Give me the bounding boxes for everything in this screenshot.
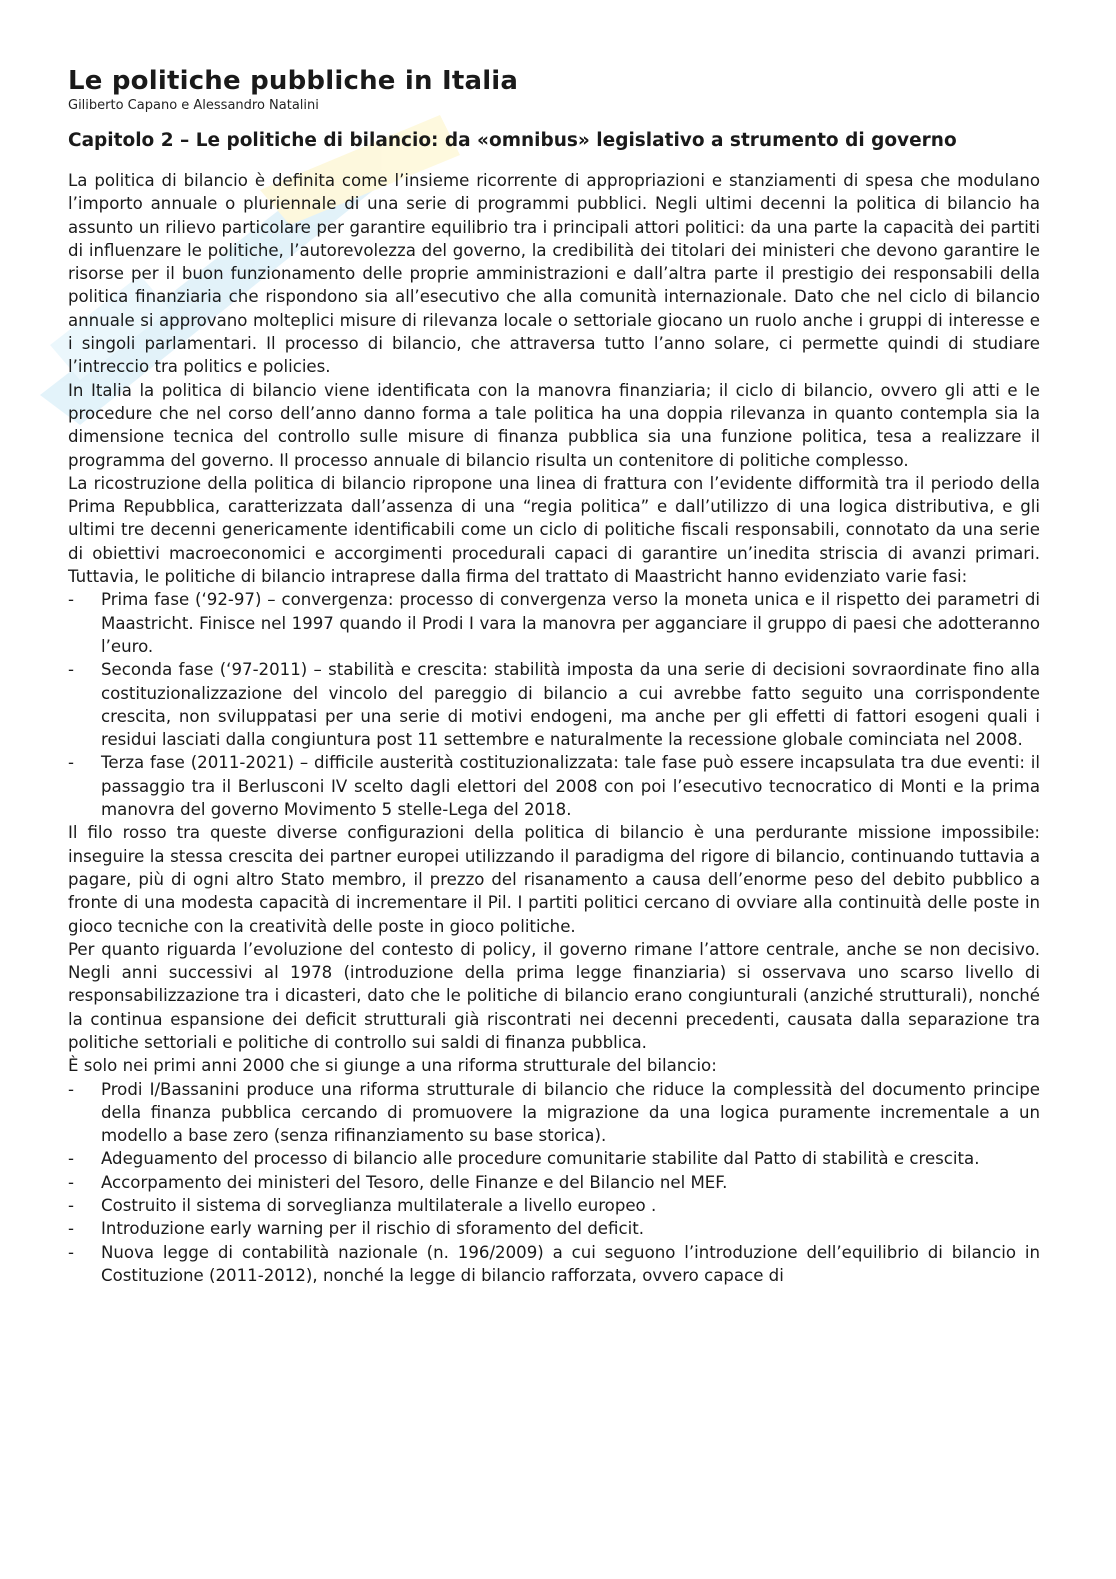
list-item (68, 1194, 1040, 1217)
list-item (68, 658, 1040, 751)
document-page (68, 64, 1040, 1287)
list-item-text: Adeguamento del processo di bilancio alle procedure comunitarie stabilite dal Patto di stabilità e crescita. (101, 1149, 980, 1169)
list-item-text: Introduzione early warning per il rischio di sforamento del deficit. (101, 1219, 644, 1239)
paragraph-contesto: Per quanto riguarda l’evoluzione del contesto di policy, il governo rimane l’attore centrale, anche se non decisivo. Negli anni successivi al 1978 (introduzione della prima legge finanziaria) si osservava uno scarso livello di responsabilizzazione tra i dicasteri, dato che le politiche di bilancio erano congiunturali (anziché strutturali), nonché la continua espansione dei deficit strutturali già riscontrati nei decenni precedenti, causata dalla separazione tra politiche settoriali e politiche di controllo sui saldi di finanza pubblica. (68, 939, 1040, 1052)
chapter-title: Capitolo 2 – Le politiche di bilancio: da «omnibus» legislativo a strumento di governo (68, 130, 957, 151)
paragraph-filo-rosso: Il filo rosso tra queste diverse configurazioni della politica di bilancio è una perdurante missione impossibile: inseguire la stessa crescita dei partner europei utilizzando il paradigma del rigore di bilancio, continuando tuttavia a pagare, più di ogni altro Stato membro, il prezzo del risanamento a causa dell’enorme peso del debito pubblico a fronte di una modesta capacità di incrementare il Pil. I partiti politici cercano di ovviare alla continuità delle poste in gioco tecniche con la creatività delle poste in gioco politiche. (68, 823, 1040, 936)
reforms-list (68, 1078, 1040, 1288)
bullet-dash: - (68, 1172, 74, 1192)
list-item-text: Costruito il sistema di sorveglianza multilaterale a livello europeo . (101, 1196, 657, 1216)
list-item-text: Nuova legge di contabilità nazionale (n. 196/2009) a cui seguono l’introduzione dell’equilibrio di bilancio in Costituzione (2011-2012), nonché la legge di bilancio rafforzata, ovvero capace di (101, 1242, 1040, 1285)
bullet-dash: - (68, 1079, 74, 1099)
paragraph-manovra: In Italia la politica di bilancio viene identificata con la manovra finanziaria; il ciclo di bilancio, ovvero gli atti e le procedure che nel corso dell’anno danno forma a tale politica ha una doppia rilevanza in quanto contempla sia la dimensione tecnica del controllo sulle misure di finanza pubblica sia una funzione politica, tesa a realizzare il programma del governo. Il processo annuale di bilancio risulta un contenitore di politiche complesso. (68, 380, 1040, 470)
chapter-body (68, 169, 1040, 1287)
paragraph-definition: La politica di bilancio è definita come l’insieme ricorrente di appropriazioni e stanziamenti di spesa che modulano l’importo annuale o pluriennale di una serie di programmi pubblici. Negli ultimi decenni la politica di bilancio ha assunto un rilievo particolare per garantire equilibrio tra i principali attori politici: da una parte la capacità dei partiti di influenzare le politiche, l’autorevolezza del governo, la credibilità dei titolari dei ministeri che devono garantire le risorse per il buon funzionamento delle proprie amministrazioni e dall’altra parte il prestigio dei responsabili della politica finanziaria che rispondono sia all’esecutivo che alla comunità internazionale. Dato che nel ciclo di bilancio annuale si approvano molteplici misure di rilevanza locale o settoriale giocano un ruolo anche i gruppi di interesse e i singoli parlamentari. Il processo di bilancio, che attraversa tutto l’anno solare, ci permette quindi di studiare l’intreccio tra politics e policies. (68, 171, 1040, 377)
list-item-text: Prima fase (‘92-97) – convergenza: processo di convergenza verso la moneta unica e il rispetto dei parametri di Maastricht. Finisce nel 1997 quando il Prodi I vara la manovra per agganciare il gruppo di paesi che adotteranno l’euro. (101, 590, 1040, 656)
list-item (68, 1147, 1040, 1170)
paragraph-riforma: È solo nei primi anni 2000 che si giunge a una riforma strutturale del bilancio: (68, 1056, 717, 1076)
document-title: Le politiche pubbliche in Italia (68, 66, 519, 96)
list-item (68, 1217, 1040, 1240)
phases-list (68, 588, 1040, 821)
list-item (68, 1078, 1040, 1148)
paragraph-ricostruzione: La ricostruzione della politica di bilancio ripropone una linea di frattura con l’evidente difformità tra il periodo della Prima Repubblica, caratterizzata dall’assenza di una “regia politica” e dall’utilizzo di una logica distributiva, e gli ultimi tre decenni genericamente identificabili come un ciclo di politiche fiscali responsabili, connotato da una serie di obiettivi macroeconomici e accorgimenti procedurali capaci di garantire un’inedita striscia di avanzi primari. Tuttavia, le politiche di bilancio intraprese dalla firma del trattato di Maastricht hanno evidenziato varie fasi: (68, 473, 1040, 587)
list-item-text: Accorpamento dei ministeri del Tesoro, delle Finanze e del Bilancio nel MEF. (101, 1172, 728, 1192)
bullet-dash: - (68, 660, 74, 680)
bullet-dash: - (68, 1196, 74, 1216)
list-item (68, 1171, 1040, 1194)
document-authors: Giliberto Capano e Alessandro Natalini (68, 98, 319, 113)
bullet-dash: - (68, 590, 74, 610)
bullet-dash: - (68, 1149, 74, 1169)
list-item-text: Prodi I/Bassanini produce una riforma strutturale di bilancio che riduce la complessità del documento principe della finanza pubblica cercando di promuovere la migrazione da una logica puramente incrementale a un modello a base zero (senza rifinanziamento su base storica). (101, 1079, 1040, 1146)
list-item (68, 751, 1040, 821)
list-item (68, 1241, 1040, 1288)
list-item-text: Terza fase (2011-2021) – difficile austerità costituzionalizzata: tale fase può essere incapsulata tra due eventi: il passaggio tra il Berlusconi IV scelto dagli elettori del 2008 con poi l’esecutivo tecnocratico di Monti e la prima manovra del governo Movimento 5 stelle-Lega del 2018. (101, 753, 1040, 820)
list-item-text: Seconda fase (‘97-2011) – stabilità e crescita: stabilità imposta da una serie di decisioni sovraordinate fino alla costituzionalizzazione del vincolo del pareggio di bilancio a cui avrebbe fatto seguito una corrispondente crescita, non sviluppatasi per una serie di motivi endogeni, ma anche per gli effetti di fattori esogeni quali i residui lasciati dalla congiuntura post 11 settembre e naturalmente la recessione globale cominciata nel 2008. (101, 660, 1040, 750)
list-item (68, 588, 1040, 658)
bullet-dash: - (68, 753, 74, 773)
bullet-dash: - (68, 1242, 74, 1262)
bullet-dash: - (68, 1219, 74, 1239)
